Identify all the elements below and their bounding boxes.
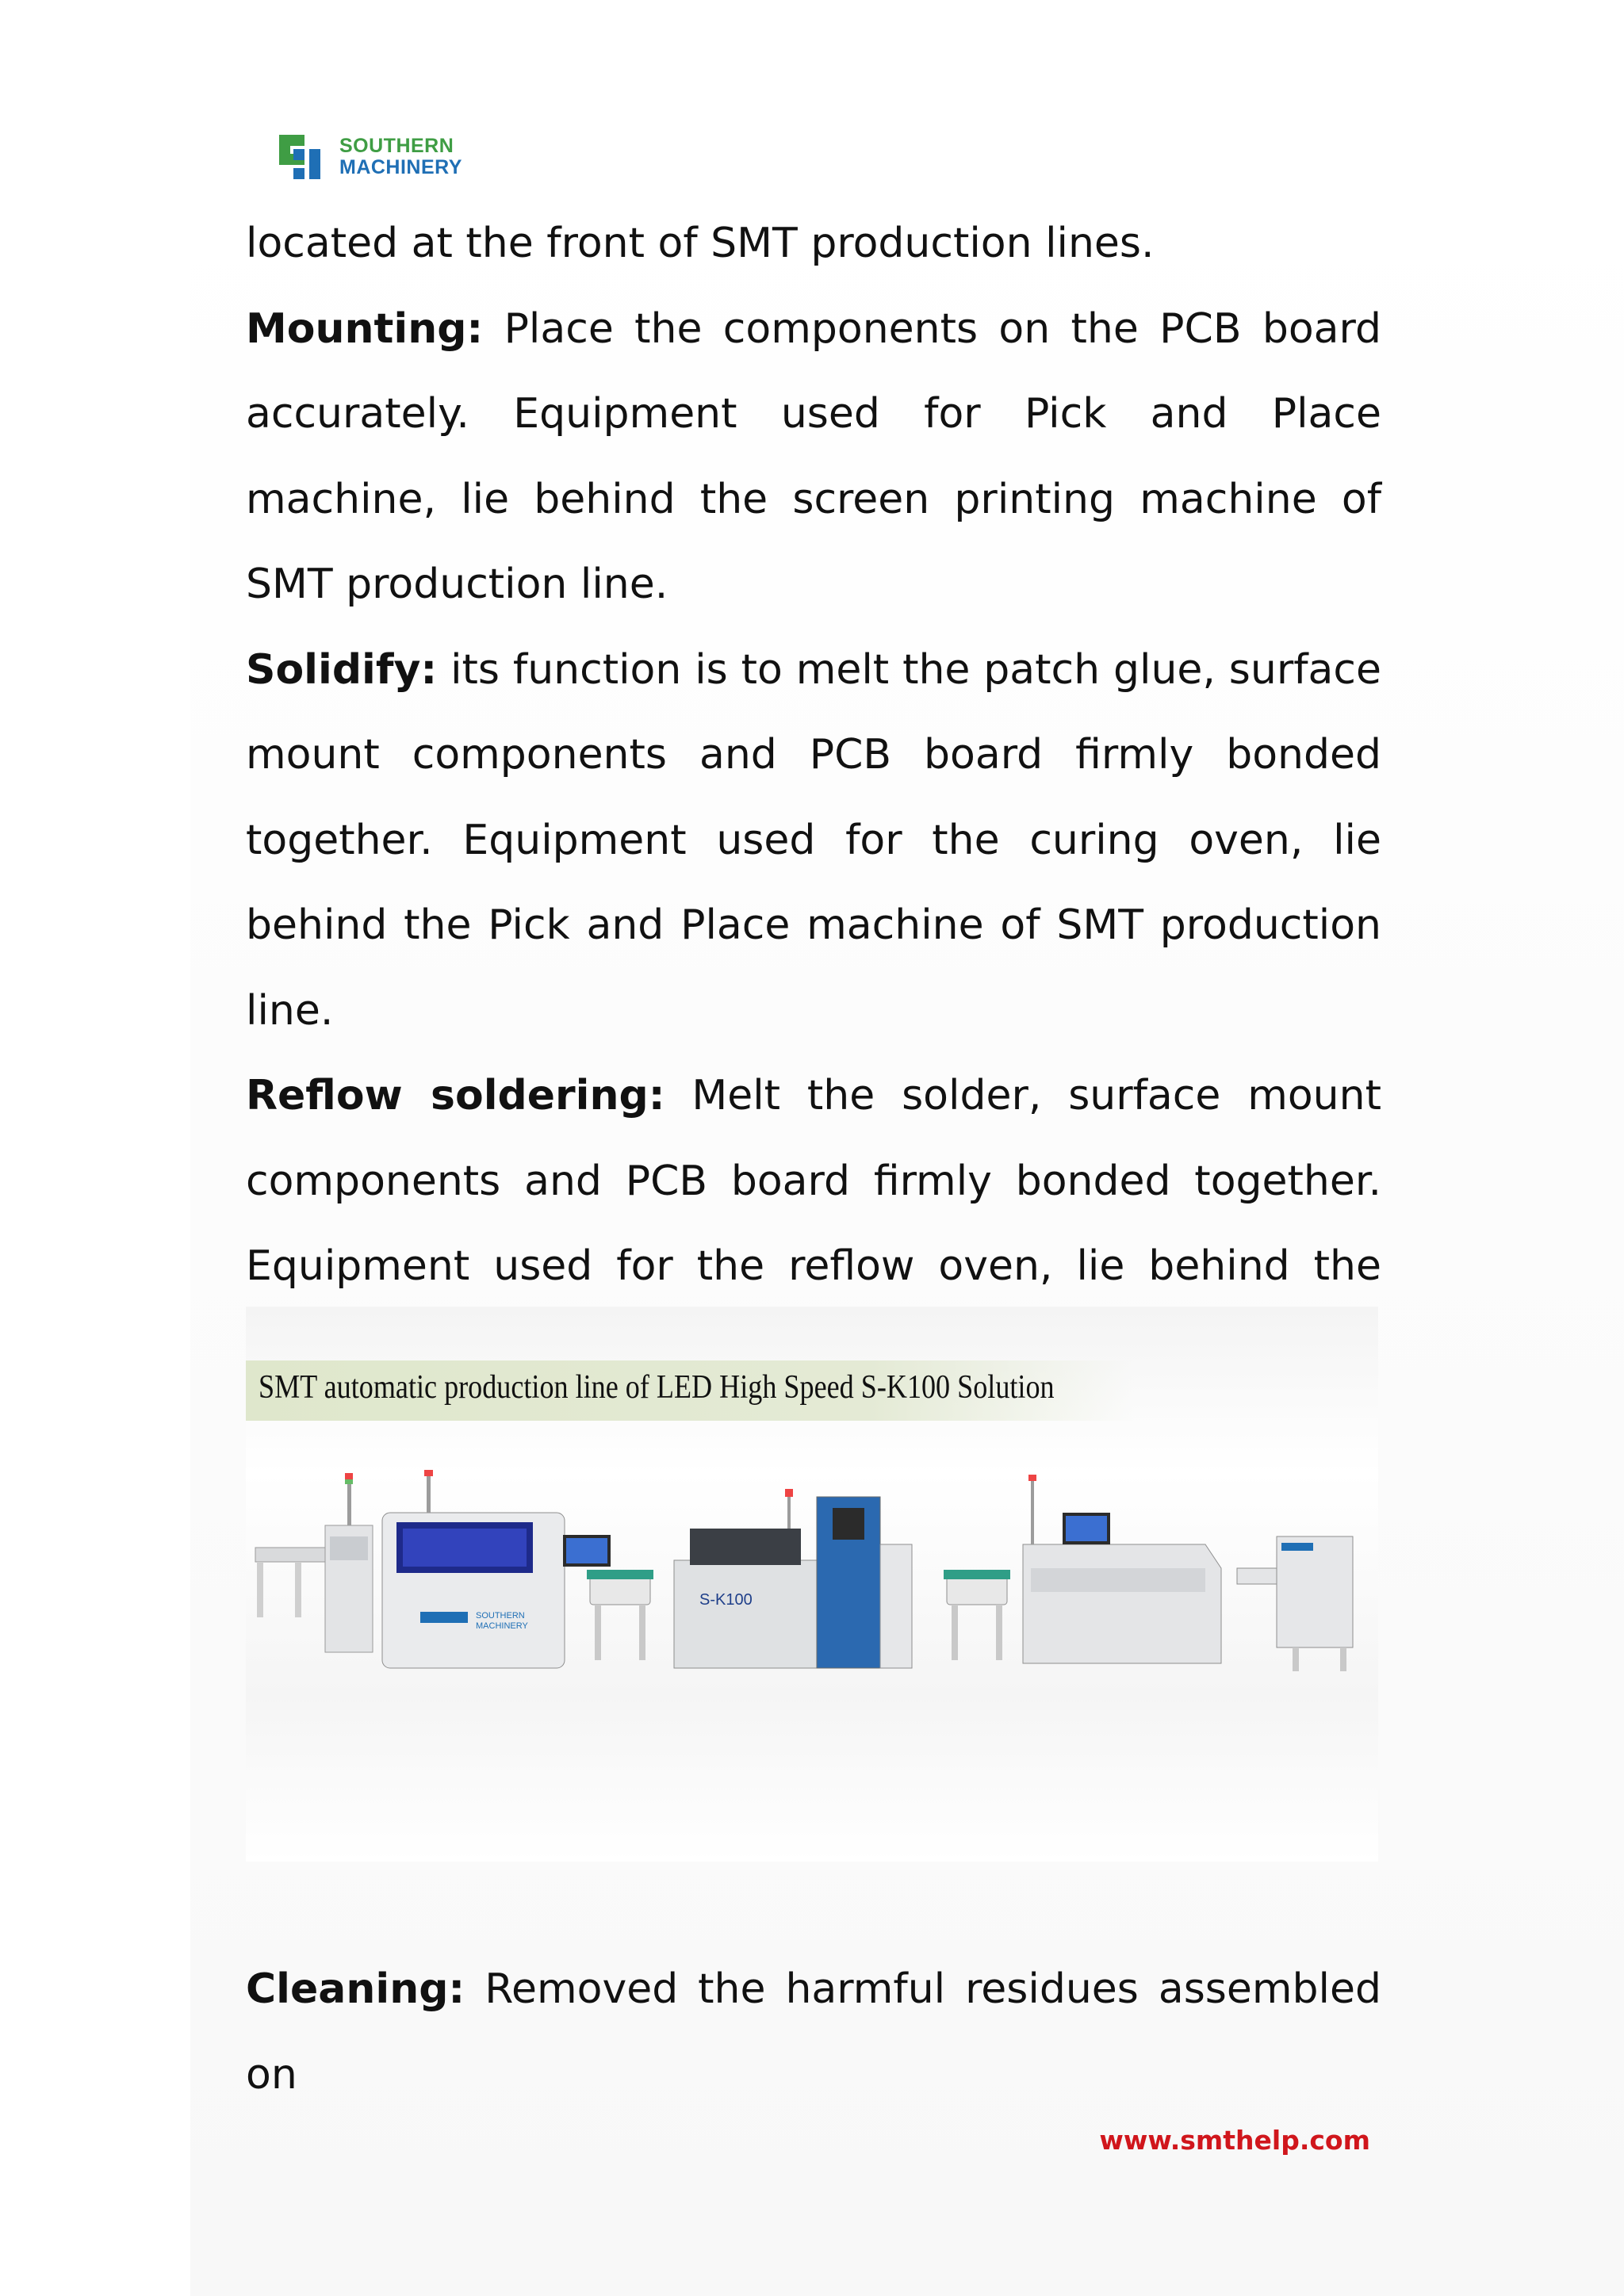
smt-machines-illustration — [246, 1449, 1378, 1735]
logo-text-line1: SOUTHERN — [339, 135, 454, 157]
conveyor-1 — [587, 1570, 653, 1660]
printer-brand-line2: MACHINERY — [476, 1621, 528, 1631]
footer-website-link[interactable]: www.smthelp.com — [1099, 2125, 1370, 2156]
reflow-oven — [1023, 1475, 1221, 1663]
paragraph-solidify — [246, 628, 1381, 1054]
company-logo — [270, 127, 462, 187]
loader-machine — [255, 1473, 373, 1652]
body-text — [246, 201, 1381, 1395]
production-line-figure — [246, 1307, 1378, 1862]
paragraph-text: Melt the solder, surface mount components and PCB board firmly bonded together. Equipment used for the reflow oven, lie behind the — [246, 1072, 1381, 1290]
printer-brand-line1: SOUTHERN — [476, 1611, 525, 1621]
paragraph-continuation — [246, 201, 1381, 287]
logo-text-line2: MACHINERY — [339, 156, 462, 178]
paragraph-cleaning — [246, 1947, 1381, 2118]
paragraph-mounting — [246, 287, 1381, 628]
paragraph-text: Removed the harmful residues assembled on — [246, 1965, 1381, 2099]
southern-machinery-logo-icon — [270, 127, 330, 187]
figure-banner — [246, 1360, 1134, 1421]
paragraph-text: Place the components on the PCB board accurately. Equipment used for Pick and Place machine, lie behind the screen printing machine of SMT production line. — [246, 304, 1381, 608]
term-solidify: Solidify: — [246, 645, 438, 694]
term-cleaning: Cleaning: — [246, 1965, 465, 2013]
pick-and-place-s-k100 — [674, 1489, 912, 1668]
unloader-machine — [1237, 1536, 1353, 1671]
term-reflow-soldering: Reflow soldering: — [246, 1072, 665, 1119]
machine-model-label: S-K100 — [699, 1591, 753, 1609]
paragraph-text: its function is to melt the patch glue, surface mount components and PCB board firmly bonded together. Equipment used for the curing oven, lie behind the Pick and Place machine of SMT production line. — [246, 645, 1381, 1035]
screen-printer — [382, 1470, 611, 1668]
paragraph-text: located at the front of SMT production lines. — [246, 220, 1155, 267]
conveyor-2 — [944, 1570, 1010, 1660]
figure-banner-text: SMT automatic production line of LED High Speed S-K100 Solution — [259, 1369, 1055, 1406]
term-mounting: Mounting: — [246, 304, 484, 353]
cleaning-text — [246, 1947, 1381, 2118]
